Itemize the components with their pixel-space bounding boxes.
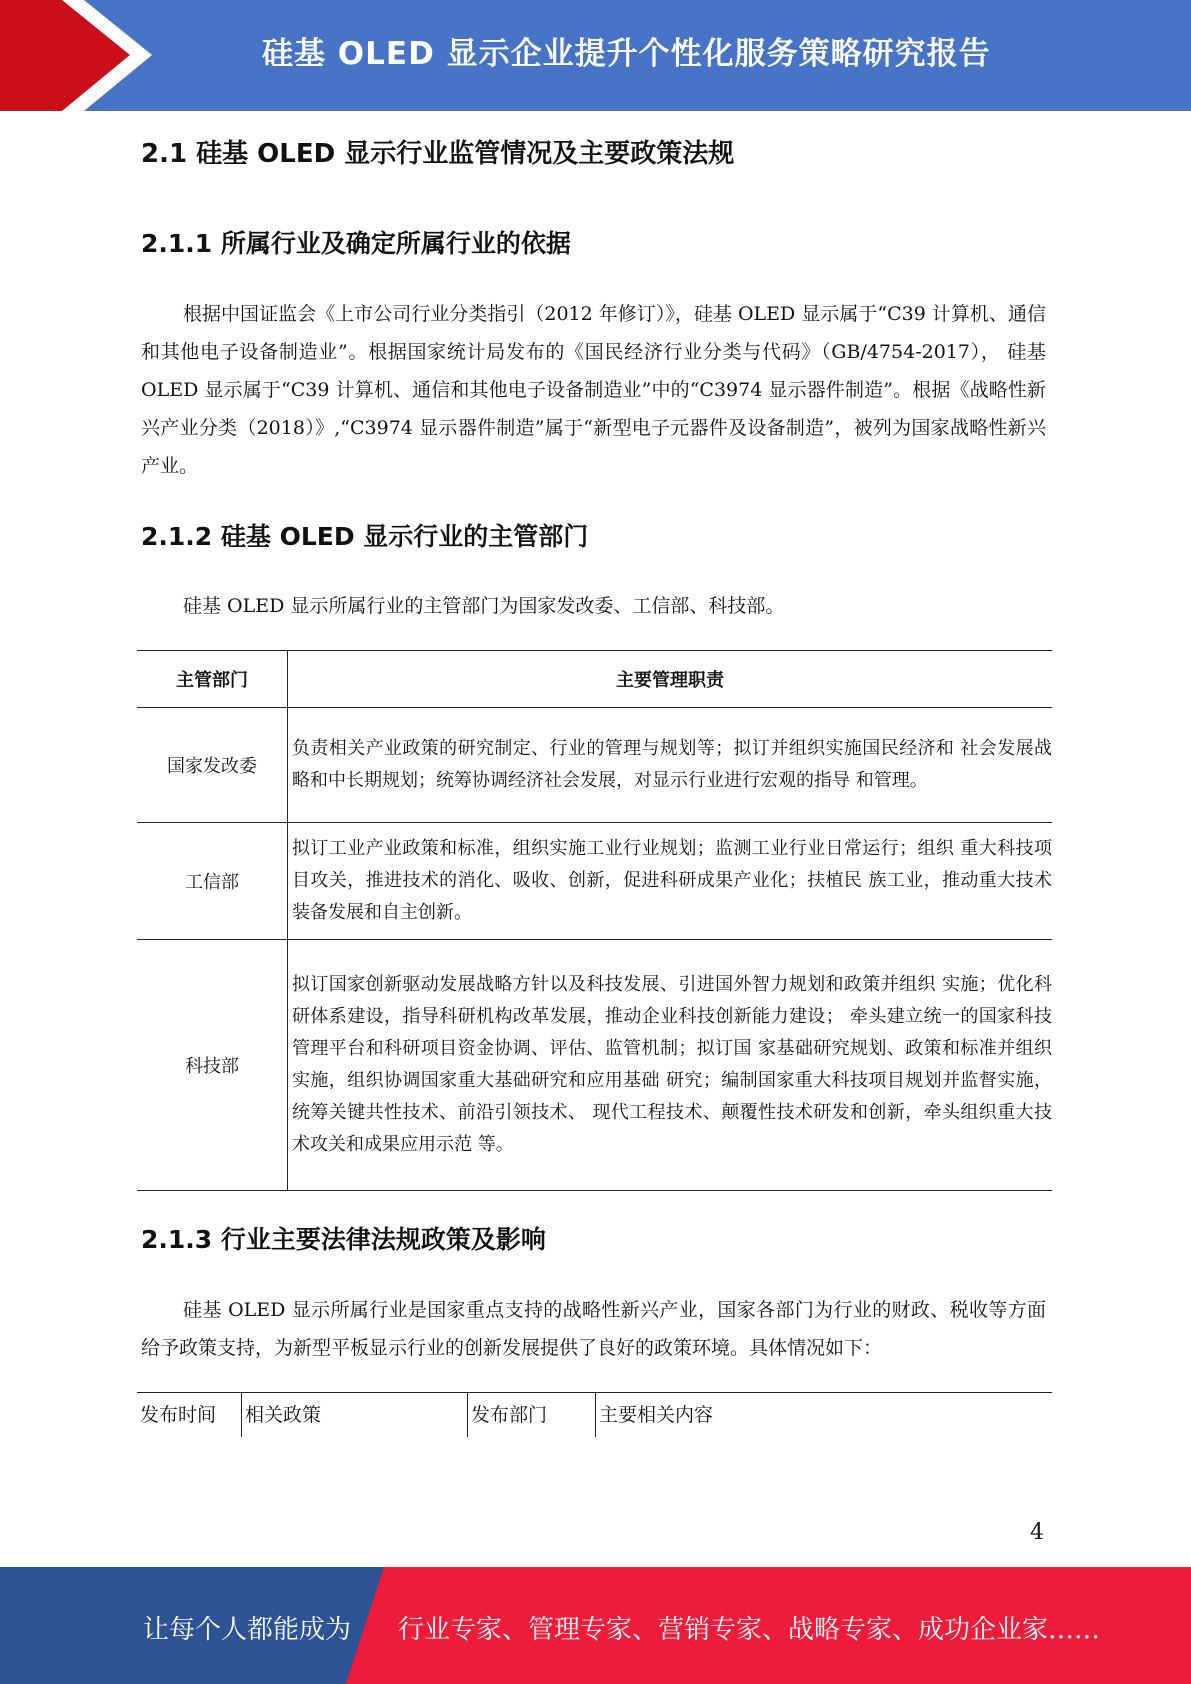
header-title: 硅基 OLED 显示企业提升个性化服务策略研究报告 <box>262 36 991 72</box>
authorities-table <box>137 650 1052 1191</box>
duty-cell: 拟订工业产业政策和标准，组织实施工业行业规划；监测工业行业日常运行；组织 重大科技项目攻关，推进技术的消化、吸收、创新，促进科研成果产业化；扶植民 族工业，推动重大技术装备发展和自主创新。 <box>292 838 1052 923</box>
subsection-heading-2-1-2: 2.1.2 硅基 OLED 显示行业的主管部门 <box>141 522 589 551</box>
column-header-policy: 相关政策 <box>241 1393 321 1437</box>
policy-table-header <box>137 1392 1052 1437</box>
header-banner <box>0 0 1191 111</box>
column-header-duties: 主要管理职责 <box>616 670 724 691</box>
column-header-issuer: 发布部门 <box>467 1393 547 1437</box>
footer-slogan-right: 行业专家、管理专家、营销专家、战略专家、成功企业家…… <box>398 1615 1101 1645</box>
subsection-heading-2-1-3: 2.1.3 行业主要法律法规政策及影响 <box>141 1225 546 1254</box>
column-header-content: 主要相关内容 <box>595 1393 713 1437</box>
subsection-heading-2-1-1: 2.1.1 所属行业及确定所属行业的依据 <box>141 229 571 258</box>
section-heading: 2.1 硅基 OLED 显示行业监管情况及主要政策法规 <box>141 139 735 169</box>
footer-slogan-left: 让每个人都能成为 <box>143 1615 352 1645</box>
table-row <box>137 940 1052 1191</box>
paragraph-policies: 硅基 OLED 显示所属行业是国家重点支持的战略性新兴产业，国家各部门为行业的财政、税收等方面给予政策支持，为新型平板显示行业的创新发展提供了良好的政策环境。具体情况如下： <box>141 1299 1046 1359</box>
department-cell: 国家发改委 <box>137 708 288 823</box>
page-number: 4 <box>1030 1520 1044 1545</box>
duty-cell: 拟订国家创新驱动发展战略方针以及科技发展、引进国外智力规划和政策并组织 实施；优化科研体系建设，指导科研机构改革发展，推动企业科技创新能力建设； 牵头建立统一的国家科技管理平台和科研项目资金协调、评估、监管机制；拟订国 家基础研究规划、政策和标准并组织实施，组织协调国家重大基础研究和应用基础 研究；编制国家重大科技项目规划并监督实施，统筹关键共性技术、前沿引领技术、 现代工程技术、颠覆性技术研发和创新，牵头组织重大技术攻关和成果应用示范 等。 <box>292 974 1052 1155</box>
footer-banner <box>0 1567 1191 1684</box>
duty-cell: 负责相关产业政策的研究制定、行业的管理与规划等；拟订并组织实施国民经济和 社会发展战略和中长期规划；统筹协调经济社会发展，对显示行业进行宏观的指导 和管理。 <box>292 738 1052 791</box>
table-row <box>137 708 1052 823</box>
table-header-row <box>137 651 1052 708</box>
table-row <box>137 823 1052 940</box>
department-cell: 工信部 <box>137 823 288 940</box>
paragraph-authorities: 硅基 OLED 显示所属行业的主管部门为国家发改委、工信部、科技部。 <box>183 595 785 617</box>
column-header-release-date: 发布时间 <box>140 1404 217 1426</box>
column-header-department: 主管部门 <box>137 651 288 708</box>
paragraph-industry-classification: 根据中国证监会《上市公司行业分类指引（2012 年修订）》，硅基 OLED 显示属于“C39 计算机、通信和其他电子设备制造业”。根据国家统计局发布的《国民经济行业分类与代码》（GB/4754-2017）， 硅基 OLED 显示属于“C39 计算机、通信和其他电子设备制造业”中的“C3974 显示器件制造”。根据《战略性新兴产业分类（2018）》,“C3974 显示器件制造”属于“新型电子元器件及设备制造”，被列为国家战略性新兴产业。 <box>141 303 1046 477</box>
department-cell: 科技部 <box>137 940 288 1191</box>
